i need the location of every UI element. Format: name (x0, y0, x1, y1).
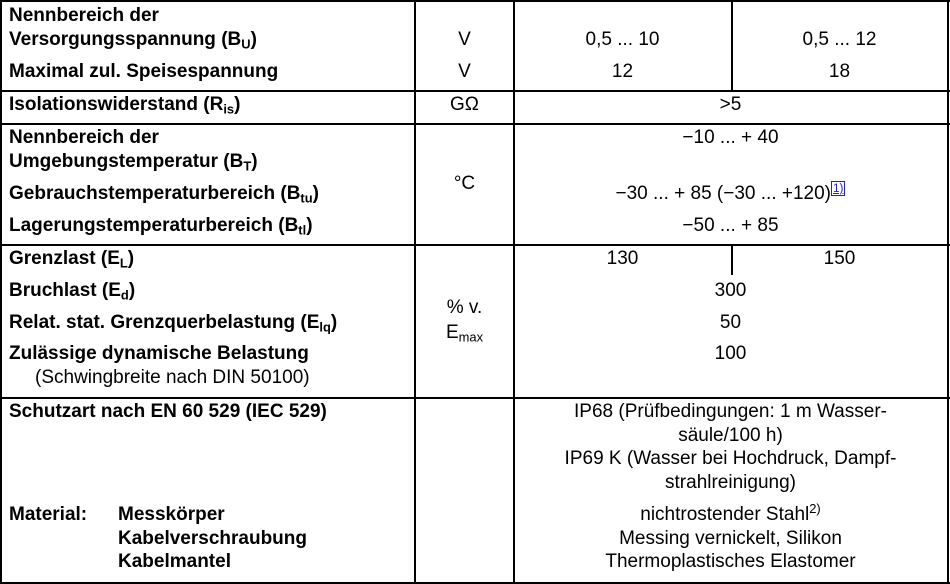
footnote-link-1[interactable]: 1) (833, 181, 844, 195)
supply-range-value-b: 0,5 ... 12 (802, 29, 877, 50)
row-divider (0, 123, 950, 125)
material-item-name: Kabelmantel (118, 551, 231, 572)
insulation-unit: GΩ (450, 94, 479, 115)
temp-nominal-label-line2: Umgebungstemperatur $(B_T)$ (9, 151, 258, 174)
table-border-left (0, 0, 2, 584)
temp-usage-label: Gebrauchstemperaturbereich $(B_{tu})$ (9, 183, 319, 206)
table-border-right (947, 0, 949, 584)
load-unit-line1: % v. (446, 297, 483, 318)
row-divider (0, 397, 950, 399)
lateral-load-label: Relat. stat. Grenzquerbelastung $(E_{lq})$ (9, 312, 338, 335)
lateral-load-value: 50 (719, 312, 742, 333)
temp-storage-value: −50 ... + 85 (682, 215, 779, 236)
supply-range-label-line2: Versorgungsspannung $(B_U)$ (9, 29, 257, 52)
row-divider (0, 90, 950, 92)
protection-label: Schutzart nach EN 60 529 (IEC 529) (9, 401, 327, 422)
material-item-name: Messkörper (118, 504, 225, 525)
dynamic-load-note: (Schwingbreite nach DIN 50100) (35, 367, 310, 388)
material-item-value: nichtrostender Stahl$^{2)}$ (640, 500, 821, 525)
temp-nominal-label-line1: Nennbereich der (9, 127, 159, 148)
material-item-name: Kabelverschraubung (118, 528, 307, 549)
column-divider (414, 0, 416, 584)
supply-range-label-line1: Nennbereich der (9, 5, 159, 26)
dynamic-load-label: Zulässige dynamische Belastung (9, 343, 309, 364)
protection-value-line: säule/100 h) (678, 425, 783, 446)
temp-nominal-value: −10 ... + 40 (682, 127, 779, 148)
temp-storage-label: Lagerungstemperaturbereich $(B_{tl})$ (9, 215, 313, 238)
table-border-top (0, 0, 950, 2)
insulation-label: Isolationswiderstand $(R_{is})$ (9, 94, 241, 117)
temp-usage-value: −30 ... + 85 (−30 ... +120) $^{1)}$ (615, 181, 844, 204)
protection-value-line: IP69 K (Wasser bei Hochdruck, Dampf- (564, 448, 897, 469)
supply-range-unit: V (458, 29, 471, 50)
temperature-unit: °C (453, 173, 476, 194)
max-supply-label: Maximal zul. Speisespannung (9, 61, 279, 82)
limit-load-value-a: 130 (606, 248, 639, 269)
max-supply-value-a: 12 (611, 61, 634, 82)
breaking-load-label: Bruchlast $(E_d)$ (9, 280, 136, 303)
limit-load-label: Grenzlast $(E_L)$ (9, 248, 135, 271)
material-item-value: Thermoplastisches Elastomer (605, 551, 856, 572)
supply-range-value-a: 0,5 ... 10 (585, 29, 660, 50)
breaking-load-value: 300 (714, 280, 747, 301)
protection-value-line: strahlreinigung) (665, 472, 796, 493)
max-supply-value-b: 18 (828, 61, 851, 82)
insulation-value: >5 (719, 94, 742, 115)
material-label: Material: (9, 504, 88, 525)
dynamic-load-value: 100 (714, 343, 747, 364)
row-divider (0, 244, 950, 246)
protection-value-line: IP68 (Prüfbedingungen: 1 m Wasser- (574, 401, 887, 422)
limit-load-value-b: 150 (823, 248, 856, 269)
max-supply-unit: V (458, 61, 471, 82)
load-unit-line2: $E_{max}$ (445, 322, 484, 345)
material-item-value: Messing vernickelt, Silikon (619, 528, 842, 549)
